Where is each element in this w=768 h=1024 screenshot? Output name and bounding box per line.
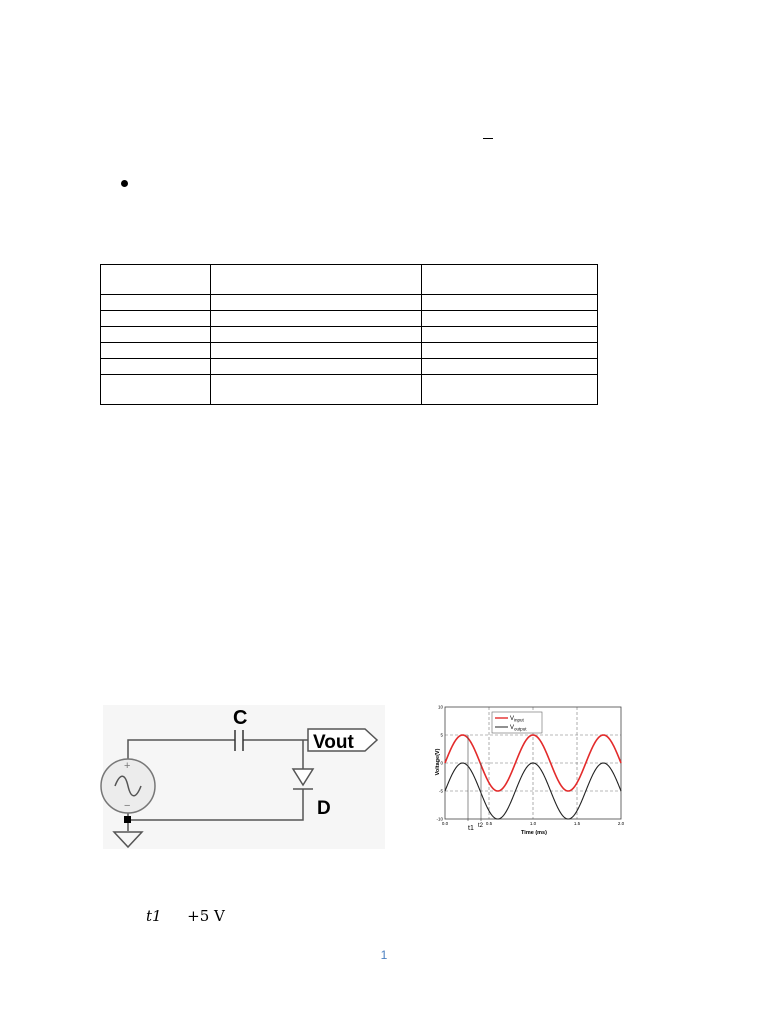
table-cell xyxy=(211,265,422,295)
clamper-circuit-diagram xyxy=(95,703,395,853)
table-cell xyxy=(101,265,211,295)
legend-output: $V_{output}$ xyxy=(510,725,527,732)
table-cell xyxy=(101,327,211,343)
marker-t2-label: t2 xyxy=(478,823,484,829)
math-t1: t1 xyxy=(146,907,162,925)
y-tick-label: 10 xyxy=(437,704,443,710)
x-tick-label: 0.0 xyxy=(441,821,449,826)
table-cell xyxy=(422,375,598,405)
x-tick-label: 0.5 xyxy=(485,821,493,826)
table-cell xyxy=(211,359,422,375)
x-axis-label: Time (ms) xyxy=(521,830,547,836)
source-plus-sign: + xyxy=(124,760,131,772)
math-expression-line xyxy=(146,907,225,925)
table-cell xyxy=(101,311,211,327)
table-cell xyxy=(101,375,211,405)
table-row xyxy=(101,343,598,359)
x-tick-label: 2.0 xyxy=(617,821,625,826)
overline-mark xyxy=(483,138,493,139)
table-cell xyxy=(211,375,422,405)
table-row xyxy=(101,375,598,405)
math-voltage: +5 V xyxy=(187,907,225,925)
ground-node xyxy=(124,816,131,823)
source-minus-sign: − xyxy=(124,800,131,812)
table-row xyxy=(101,359,598,375)
diode-label: D xyxy=(317,798,331,819)
table-cell xyxy=(101,343,211,359)
x-tick-label: 1.0 xyxy=(529,821,537,826)
table-row xyxy=(101,265,598,295)
table-row xyxy=(101,295,598,311)
y-tick-label: 0 xyxy=(440,760,443,766)
table-cell xyxy=(422,265,598,295)
bullet-point xyxy=(121,180,128,187)
table-cell xyxy=(211,343,422,359)
table-cell xyxy=(101,359,211,375)
y-tick-label: -10 xyxy=(436,816,443,822)
data-table xyxy=(100,264,598,405)
x-tick-label: 1.5 xyxy=(573,821,581,826)
y-axis-label: Voltage(V) xyxy=(435,748,441,776)
y-tick-label: 5 xyxy=(440,732,443,738)
table-cell xyxy=(422,295,598,311)
table-cell xyxy=(422,343,598,359)
table-cell xyxy=(422,359,598,375)
table-cell xyxy=(101,295,211,311)
marker-t1-label: t1 xyxy=(468,825,474,832)
waveform-chart xyxy=(430,700,630,840)
y-tick-label: -5 xyxy=(438,788,443,794)
table-cell xyxy=(211,311,422,327)
legend-input: $V_{input}$ xyxy=(510,716,524,723)
capacitor-label: C xyxy=(233,707,248,729)
chart-legend xyxy=(492,712,542,733)
table-row xyxy=(101,311,598,327)
page-number: 1 xyxy=(380,948,388,962)
vout-label: Vout xyxy=(313,732,354,753)
table-cell xyxy=(211,327,422,343)
table-cell xyxy=(422,327,598,343)
table-cell xyxy=(211,295,422,311)
table-row xyxy=(101,327,598,343)
table-cell xyxy=(422,311,598,327)
